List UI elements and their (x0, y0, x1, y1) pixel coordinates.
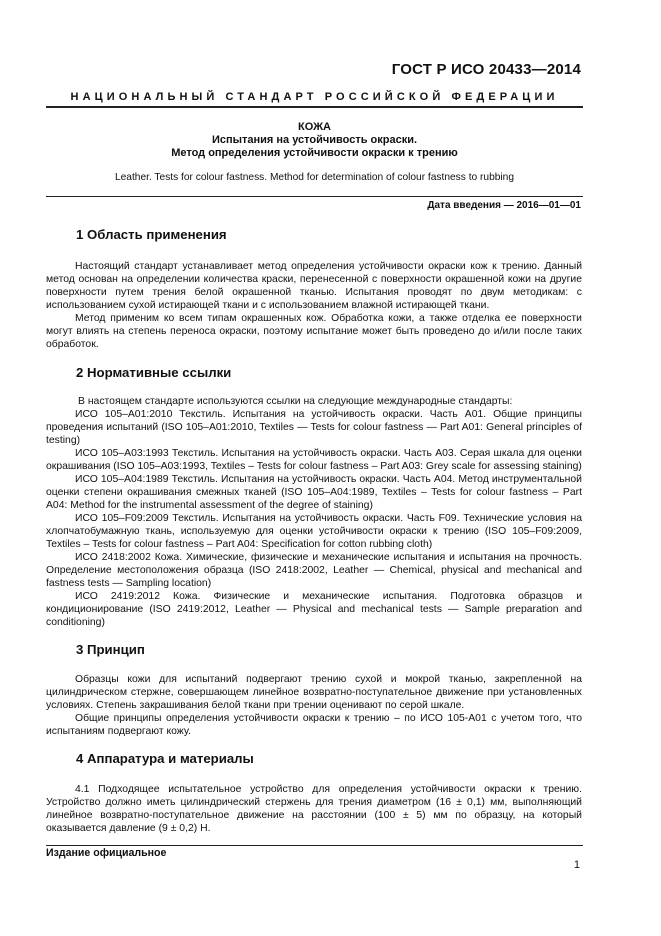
title-line-2: Испытания на устойчивость окраски. (211, 134, 418, 146)
title-block (46, 121, 583, 160)
paragraph: В настоящем стандарте используются ссылки на следующие международные стандарты: (78, 396, 513, 407)
section-principle (46, 641, 582, 738)
section-heading: 2 Нормативные ссылки (76, 365, 232, 380)
paragraph: Настоящий стандарт устанавливает метод определения устойчивости окраски кож к трению. Данный метод основан на определении количества краски, перенесенной с поверхности окрашенной кожи на другие поверхности путем трения белой окрашенной тканью. Испытания проводят по двум методикам: с использованием сухой истирающей ткани и с использованием влажной истирающей ткани. (46, 261, 582, 311)
paragraph: 4.1 Подходящее испытательное устройство для определения устойчивости окраски к трению. Устройство должно иметь цилиндрический стержень для трения диаметром (16 ± 0,1) мм, выполняющий линейное возвратно-поступательное движение на расстоянии (100 ± 5) мм по образцу, на который оказывается давление (9 ± 0,2) Н. (46, 784, 582, 834)
reference-item: ИСО 2418:2002 Кожа. Химические, физические и механические испытания и испытания на прочность. Определение местоположения образца (ISO 2418:2002, Leather — Chemical, physical and mechanical and fastness tests — Sampling location) (46, 552, 582, 589)
section-heading: 1 Область применения (76, 227, 227, 242)
page-number: 1 (573, 859, 580, 871)
national-standard-heading: НАЦИОНАЛЬНЫЙ СТАНДАРТ РОССИЙСКОЙ ФЕДЕРАЦИИ (70, 91, 559, 103)
reference-item: ИСО 2419:2012 Кожа. Физические и механические испытания. Подготовка образцов и кондиционирование (ISO 2419:2012, Leather — Physical and mechanical tests — Sample preparation and conditioning) (46, 591, 582, 628)
section-heading: 4 Аппаратура и материалы (76, 751, 254, 766)
section-normative-references (46, 364, 582, 629)
header-divider (46, 106, 583, 108)
title-divider (46, 196, 583, 197)
reference-item: ИСО 105–А04:1989 Текстиль. Испытания на устойчивость окраски. Часть А04. Метод инструментальной оценки степени окрашивания смежных тканей (ISO 105–A04:1989, Textiles – Tests for colour fastness – Part A04: Method for the instrumental assessment of the degree of staining) (46, 474, 582, 511)
footer-divider (46, 845, 583, 846)
introduction-date: Дата введения — 2016—01—01 (427, 200, 581, 211)
document-body (46, 226, 582, 835)
edition-label: Издание официальное (46, 847, 167, 859)
title-main: КОЖА (297, 121, 331, 133)
section-heading: 3 Принцип (76, 642, 145, 657)
title-line-3: Метод определения устойчивости окраски к трению (171, 147, 458, 159)
reference-item: ИСО 105–F09:2009 Текстиль. Испытания на устойчивость окраски. Часть F09. Технические условия на хлопчатобумажную ткань, используемую для оценки устойчивости окраски к трению (ISO 105–F09:2009, Textiles – Tests for colour fastness – Part A04: Specification for cotton rubbing cloth) (46, 513, 582, 550)
paragraph: Образцы кожи для испытаний подвергают трению сухой и мокрой тканью, закрепленной на цилиндрическом стержне, совершающем линейное возвратно-поступательное движение при установленных условиях. Степень закрашивания белой ткани при трении оценивают по серой шкале. (46, 674, 582, 711)
section-scope (46, 226, 582, 351)
section-apparatus (46, 750, 582, 835)
reference-item: ИСО 105–А03:1993 Текстиль. Испытания на устойчивость окраски. Часть А03. Серая шкала для оценки окрашивания (ISO 105–A03:1993, Textiles – Tests for colour fastness – Part A03: Grey scale for assessing staining) (46, 448, 582, 472)
reference-item: ИСО 105–А01:2010 Текстиль. Испытания на устойчивость окраски. Часть А01. Общие принципы проведения испытаний (ISO 105–A01:2010, Textiles — Tests for colour fastness — Part A01: General principles of testing) (46, 409, 582, 446)
document-code: ГОСТ Р ИСО 20433—2014 (391, 61, 581, 78)
paragraph: Метод применим ко всем типам окрашенных кож. Обработка кожи, а также отделка ее поверхности могут влиять на степень переноса окраски, поэтому испытание может быть проведено до и/или после таких обработок. (46, 313, 582, 350)
title-english: Leather. Tests for colour fastness. Method for determination of colour fastness to rubbing (114, 172, 515, 183)
paragraph: Общие принципы определения устойчивости окраски к трению – по ИСО 105-А01 с учетом того, что испытаниям подвергают кожу. (46, 713, 582, 737)
